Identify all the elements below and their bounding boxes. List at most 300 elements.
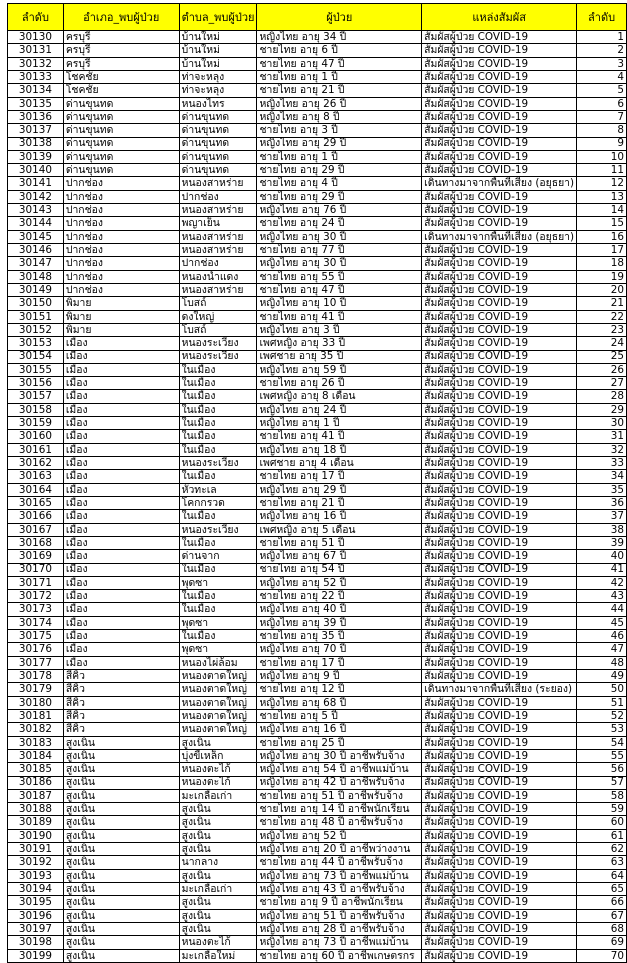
cell-patient: หญิงไทย อายุ 59 ปี	[257, 363, 422, 376]
cell-case-id: 30192	[8, 856, 64, 869]
cell-patient: ชายไทย อายุ 17 ปี	[257, 470, 422, 483]
cell-sequence: 68	[577, 922, 627, 935]
cell-subdistrict: หนองน้ำแดง	[179, 270, 257, 283]
cell-exposure-source: สัมผัสผู้ป่วย COVID-19	[422, 97, 577, 110]
cell-exposure-source: สัมผัสผู้ป่วย COVID-19	[422, 44, 577, 57]
cell-patient: ชายไทย อายุ 9 ปี อาชีพนักเรียน	[257, 896, 422, 909]
cell-sequence: 36	[577, 496, 627, 509]
cell-patient: หญิงไทย อายุ 18 ปี	[257, 443, 422, 456]
cell-case-id: 30195	[8, 896, 64, 909]
table-row	[8, 803, 627, 816]
cell-exposure-source: สัมผัสผู้ป่วย COVID-19	[422, 616, 577, 629]
cell-subdistrict: มะเกลือใหม่	[179, 949, 257, 962]
table-row	[8, 257, 627, 270]
cell-case-id: 30166	[8, 510, 64, 523]
table-row	[8, 576, 627, 589]
cell-district: พิมาย	[63, 310, 179, 323]
cell-district: สีคิ้ว	[63, 723, 179, 736]
table-row	[8, 843, 627, 856]
cell-sequence: 6	[577, 97, 627, 110]
cell-case-id: 30176	[8, 643, 64, 656]
cell-exposure-source: สัมผัสผู้ป่วย COVID-19	[422, 84, 577, 97]
cell-exposure-source: สัมผัสผู้ป่วย COVID-19	[422, 363, 577, 376]
cell-subdistrict: ในเมือง	[179, 470, 257, 483]
cell-case-id: 30190	[8, 829, 64, 842]
cell-district: เมือง	[63, 523, 179, 536]
cell-case-id: 30144	[8, 217, 64, 230]
cell-district: ปากช่อง	[63, 217, 179, 230]
cell-subdistrict: หนองไทร	[179, 97, 257, 110]
cell-district: เมือง	[63, 457, 179, 470]
table-row	[8, 683, 627, 696]
cell-subdistrict: พุดซา	[179, 616, 257, 629]
cell-subdistrict: หนองสาหร่าย	[179, 283, 257, 296]
cell-subdistrict: หนองตะไก้	[179, 936, 257, 949]
cell-exposure-source: สัมผัสผู้ป่วย COVID-19	[422, 883, 577, 896]
cell-exposure-source: สัมผัสผู้ป่วย COVID-19	[422, 843, 577, 856]
cell-case-id: 30162	[8, 457, 64, 470]
cell-sequence: 53	[577, 723, 627, 736]
cell-exposure-source: สัมผัสผู้ป่วย COVID-19	[422, 856, 577, 869]
cell-patient: เพศหญิง อายุ 8 เดือน	[257, 390, 422, 403]
cell-patient: ชายไทย อายุ 6 ปี	[257, 44, 422, 57]
table-row	[8, 590, 627, 603]
cell-patient: หญิงไทย อายุ 40 ปี	[257, 603, 422, 616]
cell-case-id: 30174	[8, 616, 64, 629]
table-row	[8, 496, 627, 509]
cell-exposure-source: สัมผัสผู้ป่วย COVID-19	[422, 776, 577, 789]
cell-district: เมือง	[63, 417, 179, 430]
cell-district: เมือง	[63, 550, 179, 563]
cell-district: โชคชัย	[63, 70, 179, 83]
cell-exposure-source: สัมผัสผู้ป่วย COVID-19	[422, 483, 577, 496]
cell-exposure-source: สัมผัสผู้ป่วย COVID-19	[422, 563, 577, 576]
table-row	[8, 816, 627, 829]
cell-case-id: 30159	[8, 417, 64, 430]
cell-exposure-source: สัมผัสผู้ป่วย COVID-19	[422, 523, 577, 536]
cell-case-id: 30138	[8, 137, 64, 150]
cell-sequence: 69	[577, 936, 627, 949]
cell-sequence: 23	[577, 323, 627, 336]
cell-sequence: 34	[577, 470, 627, 483]
cell-patient: ชายไทย อายุ 60 ปี อาชีพเกษตรกร	[257, 949, 422, 962]
cell-district: สีคิ้ว	[63, 670, 179, 683]
cell-exposure-source: สัมผัสผู้ป่วย COVID-19	[422, 310, 577, 323]
cell-case-id: 30149	[8, 283, 64, 296]
header-sequence: ลำดับ	[577, 4, 627, 31]
table-row	[8, 763, 627, 776]
cell-district: สูงเนิน	[63, 776, 179, 789]
table-row	[8, 164, 627, 177]
cell-district: สูงเนิน	[63, 896, 179, 909]
table-body	[8, 31, 627, 963]
table-row	[8, 723, 627, 736]
cell-district: เมือง	[63, 630, 179, 643]
cell-subdistrict: บ้านใหม่	[179, 57, 257, 70]
cell-patient: หญิงไทย อายุ 34 ปี	[257, 31, 422, 44]
table-row	[8, 909, 627, 922]
cell-sequence: 45	[577, 616, 627, 629]
cell-subdistrict: ในเมือง	[179, 590, 257, 603]
cell-exposure-source: สัมผัสผู้ป่วย COVID-19	[422, 949, 577, 962]
cell-patient: ชายไทย อายุ 5 ปี	[257, 709, 422, 722]
table-row	[8, 470, 627, 483]
cell-district: เมือง	[63, 536, 179, 549]
cell-patient: ชายไทย อายุ 24 ปี	[257, 217, 422, 230]
cell-patient: หญิงไทย อายุ 54 ปี อาชีพแม่บ้าน	[257, 763, 422, 776]
cell-patient: ชายไทย อายุ 14 ปี อาชีพนักเรียน	[257, 803, 422, 816]
cell-district: สูงเนิน	[63, 829, 179, 842]
cell-district: สูงเนิน	[63, 909, 179, 922]
cell-district: ปากช่อง	[63, 283, 179, 296]
cell-subdistrict: หนองระเวียง	[179, 523, 257, 536]
cell-exposure-source: สัมผัสผู้ป่วย COVID-19	[422, 204, 577, 217]
table-row	[8, 776, 627, 789]
cell-subdistrict: หนองสาหร่าย	[179, 244, 257, 257]
cell-sequence: 24	[577, 337, 627, 350]
cell-patient: ชายไทย อายุ 54 ปี	[257, 563, 422, 576]
cell-sequence: 7	[577, 110, 627, 123]
cell-district: เมือง	[63, 483, 179, 496]
cell-district: เมือง	[63, 377, 179, 390]
cell-patient: หญิงไทย อายุ 24 ปี	[257, 403, 422, 416]
cell-sequence: 9	[577, 137, 627, 150]
table-row	[8, 57, 627, 70]
cell-sequence: 26	[577, 363, 627, 376]
cell-patient: ชายไทย อายุ 51 ปี	[257, 536, 422, 549]
cell-case-id: 30131	[8, 44, 64, 57]
cell-sequence: 66	[577, 896, 627, 909]
cell-patient: ชายไทย อายุ 21 ปี	[257, 496, 422, 509]
cell-subdistrict: พญาเย็น	[179, 217, 257, 230]
cell-exposure-source: สัมผัสผู้ป่วย COVID-19	[422, 696, 577, 709]
cell-district: ปากช่อง	[63, 204, 179, 217]
cell-district: ปากช่อง	[63, 244, 179, 257]
cell-exposure-source: สัมผัสผู้ป่วย COVID-19	[422, 390, 577, 403]
cell-patient: หญิงไทย อายุ 20 ปี อาชีพว่างงาน	[257, 843, 422, 856]
cell-case-id: 30136	[8, 110, 64, 123]
cell-subdistrict: ในเมือง	[179, 430, 257, 443]
cell-exposure-source: สัมผัสผู้ป่วย COVID-19	[422, 510, 577, 523]
cell-sequence: 12	[577, 177, 627, 190]
cell-case-id: 30157	[8, 390, 64, 403]
cell-patient: หญิงไทย อายุ 30 ปี	[257, 257, 422, 270]
cell-sequence: 44	[577, 603, 627, 616]
cell-patient: หญิงไทย อายุ 51 ปี อาชีพรับจ้าง	[257, 909, 422, 922]
table-row	[8, 31, 627, 44]
cell-subdistrict: ในเมือง	[179, 510, 257, 523]
cell-exposure-source: สัมผัสผู้ป่วย COVID-19	[422, 70, 577, 83]
cell-exposure-source: เดินทางมาจากพื้นที่เสี่ยง (อยุธยา)	[422, 230, 577, 243]
cell-sequence: 29	[577, 403, 627, 416]
cell-case-id: 30188	[8, 803, 64, 816]
cell-patient: ชายไทย อายุ 12 ปี	[257, 683, 422, 696]
cell-subdistrict: พุดซา	[179, 576, 257, 589]
cell-case-id: 30161	[8, 443, 64, 456]
cell-exposure-source: สัมผัสผู้ป่วย COVID-19	[422, 57, 577, 70]
cell-exposure-source: สัมผัสผู้ป่วย COVID-19	[422, 217, 577, 230]
cell-subdistrict: หนองระเวียง	[179, 337, 257, 350]
cell-patient: เพศหญิง อายุ 33 ปี	[257, 337, 422, 350]
table-row	[8, 936, 627, 949]
cell-case-id: 30153	[8, 337, 64, 350]
cell-exposure-source: สัมผัสผู้ป่วย COVID-19	[422, 470, 577, 483]
cell-district: ด่านขุนทด	[63, 110, 179, 123]
cell-subdistrict: ท่าจะหลุง	[179, 84, 257, 97]
cell-subdistrict: สูงเนิน	[179, 816, 257, 829]
cell-case-id: 30143	[8, 204, 64, 217]
cell-district: เมือง	[63, 390, 179, 403]
cell-case-id: 30180	[8, 696, 64, 709]
cell-district: สูงเนิน	[63, 883, 179, 896]
cell-district: เมือง	[63, 496, 179, 509]
cell-patient: หญิงไทย อายุ 1 ปี	[257, 417, 422, 430]
cell-exposure-source: สัมผัสผู้ป่วย COVID-19	[422, 670, 577, 683]
table-row	[8, 283, 627, 296]
cell-district: เมือง	[63, 563, 179, 576]
cell-case-id: 30148	[8, 270, 64, 283]
cell-case-id: 30191	[8, 843, 64, 856]
cell-case-id: 30145	[8, 230, 64, 243]
cell-case-id: 30147	[8, 257, 64, 270]
cell-district: ปากช่อง	[63, 230, 179, 243]
cell-sequence: 47	[577, 643, 627, 656]
cell-exposure-source: สัมผัสผู้ป่วย COVID-19	[422, 124, 577, 137]
header-case-id: ลำดับ	[8, 4, 64, 31]
cell-sequence: 51	[577, 696, 627, 709]
table-row	[8, 696, 627, 709]
table-row	[8, 137, 627, 150]
cell-case-id: 30177	[8, 656, 64, 669]
cell-district: สูงเนิน	[63, 856, 179, 869]
cell-case-id: 30137	[8, 124, 64, 137]
cell-case-id: 30133	[8, 70, 64, 83]
cell-patient: ชายไทย อายุ 47 ปี	[257, 283, 422, 296]
cell-subdistrict: ด่านขุนทด	[179, 164, 257, 177]
cell-exposure-source: สัมผัสผู้ป่วย COVID-19	[422, 283, 577, 296]
table-row	[8, 457, 627, 470]
cell-case-id: 30163	[8, 470, 64, 483]
cell-patient: หญิงไทย อายุ 28 ปี อาชีพรับจ้าง	[257, 922, 422, 935]
table-row	[8, 896, 627, 909]
table-row	[8, 536, 627, 549]
cell-patient: หญิงไทย อายุ 29 ปี	[257, 483, 422, 496]
cell-case-id: 30198	[8, 936, 64, 949]
cell-district: สูงเนิน	[63, 816, 179, 829]
cell-subdistrict: หนองตะไก้	[179, 776, 257, 789]
cell-exposure-source: สัมผัสผู้ป่วย COVID-19	[422, 257, 577, 270]
cell-sequence: 63	[577, 856, 627, 869]
cell-patient: หญิงไทย อายุ 30 ปี	[257, 230, 422, 243]
cell-sequence: 20	[577, 283, 627, 296]
cell-subdistrict: บ้านใหม่	[179, 44, 257, 57]
cell-patient: หญิงไทย อายุ 16 ปี	[257, 723, 422, 736]
cell-exposure-source: สัมผัสผู้ป่วย COVID-19	[422, 430, 577, 443]
cell-sequence: 4	[577, 70, 627, 83]
cell-case-id: 30146	[8, 244, 64, 257]
cell-district: เมือง	[63, 403, 179, 416]
cell-exposure-source: สัมผัสผู้ป่วย COVID-19	[422, 403, 577, 416]
cell-case-id: 30185	[8, 763, 64, 776]
cell-case-id: 30134	[8, 84, 64, 97]
cell-exposure-source: สัมผัสผู้ป่วย COVID-19	[422, 936, 577, 949]
cell-patient: ชายไทย อายุ 1 ปี	[257, 150, 422, 163]
cell-subdistrict: หนองตะไก้	[179, 763, 257, 776]
case-table	[7, 3, 627, 963]
cell-subdistrict: โคกกรวด	[179, 496, 257, 509]
cell-exposure-source: สัมผัสผู้ป่วย COVID-19	[422, 337, 577, 350]
cell-district: เมือง	[63, 430, 179, 443]
cell-district: สูงเนิน	[63, 749, 179, 762]
cell-exposure-source: สัมผัสผู้ป่วย COVID-19	[422, 137, 577, 150]
table-row	[8, 204, 627, 217]
table-row	[8, 44, 627, 57]
cell-sequence: 46	[577, 630, 627, 643]
cell-exposure-source: สัมผัสผู้ป่วย COVID-19	[422, 110, 577, 123]
cell-sequence: 70	[577, 949, 627, 962]
table-row	[8, 190, 627, 203]
cell-sequence: 43	[577, 590, 627, 603]
cell-exposure-source: สัมผัสผู้ป่วย COVID-19	[422, 789, 577, 802]
cell-subdistrict: มะเกลือเก่า	[179, 883, 257, 896]
cell-sequence: 61	[577, 829, 627, 842]
cell-patient: หญิงไทย อายุ 43 ปี อาชีพรับจ้าง	[257, 883, 422, 896]
cell-subdistrict: ในเมือง	[179, 630, 257, 643]
header-district: อำเภอ_พบผู้ป่วย	[63, 4, 179, 31]
cell-district: เมือง	[63, 337, 179, 350]
cell-sequence: 40	[577, 550, 627, 563]
table-row	[8, 297, 627, 310]
cell-sequence: 58	[577, 789, 627, 802]
cell-exposure-source: สัมผัสผู้ป่วย COVID-19	[422, 443, 577, 456]
cell-district: เมือง	[63, 616, 179, 629]
cell-district: สีคิ้ว	[63, 683, 179, 696]
cell-district: สูงเนิน	[63, 789, 179, 802]
cell-district: ด่านขุนทด	[63, 124, 179, 137]
cell-patient: หญิงไทย อายุ 52 ปี	[257, 576, 422, 589]
cell-district: เมือง	[63, 363, 179, 376]
table-row	[8, 643, 627, 656]
table-row	[8, 230, 627, 243]
cell-sequence: 35	[577, 483, 627, 496]
cell-district: ปากช่อง	[63, 177, 179, 190]
cell-exposure-source: สัมผัสผู้ป่วย COVID-19	[422, 244, 577, 257]
table-row	[8, 97, 627, 110]
cell-subdistrict: ในเมือง	[179, 390, 257, 403]
cell-case-id: 30181	[8, 709, 64, 722]
cell-subdistrict: ด่านขุนทด	[179, 110, 257, 123]
cell-subdistrict: โบสถ์	[179, 297, 257, 310]
cell-patient: ชายไทย อายุ 21 ปี	[257, 84, 422, 97]
table-row	[8, 523, 627, 536]
cell-exposure-source: สัมผัสผู้ป่วย COVID-19	[422, 190, 577, 203]
cell-subdistrict: สูงเนิน	[179, 896, 257, 909]
cell-subdistrict: สูงเนิน	[179, 803, 257, 816]
cell-exposure-source: สัมผัสผู้ป่วย COVID-19	[422, 457, 577, 470]
cell-sequence: 11	[577, 164, 627, 177]
cell-subdistrict: ในเมือง	[179, 363, 257, 376]
cell-patient: ชายไทย อายุ 51 ปี อาชีพรับจ้าง	[257, 789, 422, 802]
cell-exposure-source: สัมผัสผู้ป่วย COVID-19	[422, 496, 577, 509]
table-row	[8, 390, 627, 403]
cell-sequence: 38	[577, 523, 627, 536]
cell-subdistrict: ปากช่อง	[179, 257, 257, 270]
cell-exposure-source: สัมผัสผู้ป่วย COVID-19	[422, 350, 577, 363]
table-row	[8, 550, 627, 563]
cell-subdistrict: ด่านขุนทด	[179, 150, 257, 163]
table-row	[8, 124, 627, 137]
cell-exposure-source: สัมผัสผู้ป่วย COVID-19	[422, 749, 577, 762]
cell-sequence: 1	[577, 31, 627, 44]
table-row	[8, 869, 627, 882]
cell-district: ครบุรี	[63, 57, 179, 70]
cell-district: เมือง	[63, 576, 179, 589]
cell-subdistrict: ในเมือง	[179, 563, 257, 576]
cell-subdistrict: หนองระเวียง	[179, 350, 257, 363]
cell-sequence: 13	[577, 190, 627, 203]
cell-exposure-source: สัมผัสผู้ป่วย COVID-19	[422, 909, 577, 922]
table-row	[8, 70, 627, 83]
cell-case-id: 30152	[8, 323, 64, 336]
cell-patient: หญิงไทย อายุ 39 ปี	[257, 616, 422, 629]
cell-patient: หญิงไทย อายุ 3 ปี	[257, 323, 422, 336]
cell-district: สูงเนิน	[63, 803, 179, 816]
cell-sequence: 55	[577, 749, 627, 762]
cell-case-id: 30135	[8, 97, 64, 110]
cell-sequence: 22	[577, 310, 627, 323]
cell-case-id: 30193	[8, 869, 64, 882]
cell-district: สูงเนิน	[63, 869, 179, 882]
cell-patient: ชายไทย อายุ 77 ปี	[257, 244, 422, 257]
cell-patient: หญิงไทย อายุ 16 ปี	[257, 510, 422, 523]
table-row	[8, 350, 627, 363]
cell-subdistrict: ดงใหญ่	[179, 310, 257, 323]
table-row	[8, 417, 627, 430]
cell-subdistrict: หนองสาหร่าย	[179, 230, 257, 243]
cell-exposure-source: สัมผัสผู้ป่วย COVID-19	[422, 297, 577, 310]
cell-case-id: 30164	[8, 483, 64, 496]
cell-subdistrict: สูงเนิน	[179, 843, 257, 856]
table-row	[8, 656, 627, 669]
cell-sequence: 25	[577, 350, 627, 363]
cell-subdistrict: สูงเนิน	[179, 922, 257, 935]
cell-case-id: 30183	[8, 736, 64, 749]
cell-subdistrict: หนองตาดใหญ่	[179, 683, 257, 696]
table-row	[8, 736, 627, 749]
cell-patient: ชายไทย อายุ 4 ปี	[257, 177, 422, 190]
cell-case-id: 30139	[8, 150, 64, 163]
cell-case-id: 30154	[8, 350, 64, 363]
cell-sequence: 32	[577, 443, 627, 456]
cell-case-id: 30155	[8, 363, 64, 376]
table-row	[8, 310, 627, 323]
cell-district: สีคิ้ว	[63, 709, 179, 722]
cell-patient: หญิงไทย อายุ 9 ปี	[257, 670, 422, 683]
cell-subdistrict: สูงเนิน	[179, 829, 257, 842]
cell-exposure-source: สัมผัสผู้ป่วย COVID-19	[422, 816, 577, 829]
table-row	[8, 856, 627, 869]
cell-district: ด่านขุนทด	[63, 150, 179, 163]
cell-case-id: 30151	[8, 310, 64, 323]
cell-case-id: 30187	[8, 789, 64, 802]
cell-sequence: 42	[577, 576, 627, 589]
cell-patient: หญิงไทย อายุ 67 ปี	[257, 550, 422, 563]
cell-exposure-source: เดินทางมาจากพื้นที่เสี่ยง (อยุธยา)	[422, 177, 577, 190]
cell-sequence: 16	[577, 230, 627, 243]
cell-subdistrict: ในเมือง	[179, 603, 257, 616]
cell-district: เมือง	[63, 510, 179, 523]
cell-exposure-source: สัมผัสผู้ป่วย COVID-19	[422, 869, 577, 882]
